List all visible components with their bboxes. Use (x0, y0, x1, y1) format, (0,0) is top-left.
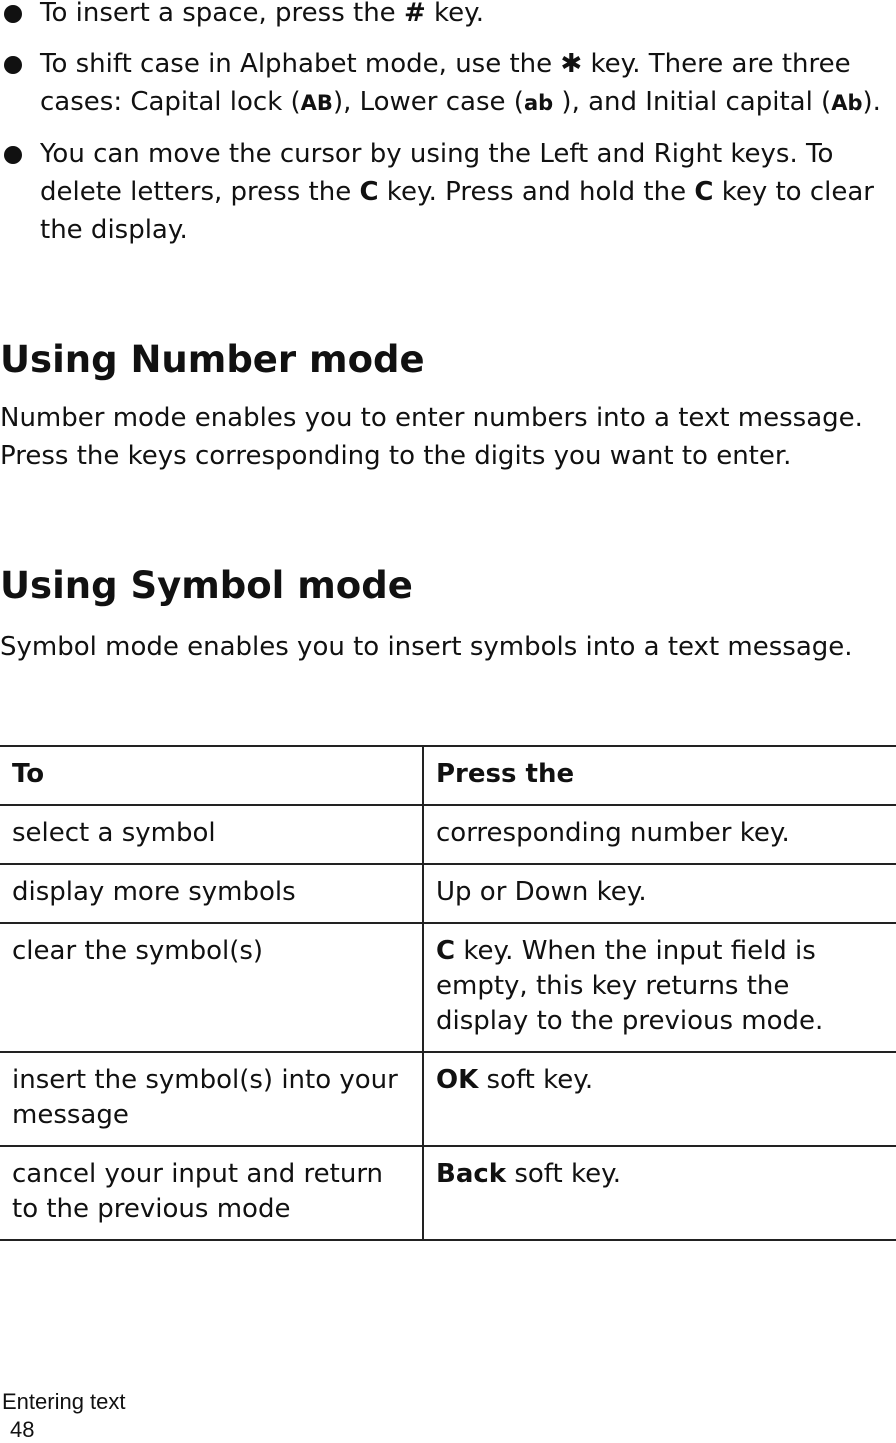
c-key-label: C (694, 177, 714, 207)
key-label: C (436, 936, 456, 966)
initial-capital-icon: Ab (831, 91, 863, 115)
key-description: soft key. (478, 1065, 594, 1095)
list-item (0, 45, 896, 122)
symbol-mode-text: Symbol mode enables you to insert symbols into a text message. (0, 632, 853, 662)
bullet-text: key to clear the display. (40, 177, 874, 245)
key-label: Back (436, 1159, 507, 1189)
bullet-text: key. There are three cases: Capital lock ( (40, 49, 851, 117)
key-cell (423, 864, 896, 923)
bullet-text: ), Lower case ( (332, 87, 524, 117)
key-description: soft key. (506, 1159, 622, 1189)
action-cell: select a symbol (0, 805, 423, 864)
table-row (0, 805, 896, 864)
bullet-text: key. (425, 0, 485, 28)
bullet-text: You can move the cursor by using the Left and Right keys. To delete letters, press the (40, 139, 834, 207)
bullet-dot-icon (4, 56, 22, 74)
table-row (0, 1052, 896, 1146)
lower-case-icon: ab (523, 91, 554, 115)
table-row (0, 923, 896, 1052)
key-description: Up or Down key. (436, 877, 647, 907)
capital-lock-icon: AB (300, 91, 333, 115)
column-header-to: To (0, 746, 423, 805)
bullet-text: ). (862, 87, 881, 117)
list-item (0, 135, 896, 249)
bullet-dot-icon (4, 146, 22, 164)
table-row (0, 864, 896, 923)
list-item (0, 0, 896, 32)
key-cell (423, 1146, 896, 1240)
action-cell: display more symbols (0, 864, 423, 923)
table-header-row (0, 746, 896, 805)
tips-list (0, 0, 896, 262)
symbol-key-table (0, 745, 896, 1241)
key-label: OK (436, 1065, 479, 1095)
bullet-text: ), and Initial capital ( (553, 87, 832, 117)
action-cell: cancel your input and return to the previous mode (0, 1146, 423, 1240)
page-number: 48 (10, 1417, 35, 1442)
star-key-icon: ✱ (560, 49, 583, 79)
key-description: corresponding number key. (436, 818, 790, 848)
bullet-dot-icon (4, 5, 22, 23)
number-mode-text: Number mode enables you to enter numbers into a text message. Press the keys corresponding to the digits you want to enter. (0, 403, 863, 471)
hash-key-icon: # (403, 0, 426, 28)
column-header-press: Press the (423, 746, 896, 805)
symbol-mode-heading: Using Symbol mode (0, 564, 413, 607)
c-key-label: C (359, 177, 379, 207)
key-cell (423, 1052, 896, 1146)
action-cell: insert the symbol(s) into your message (0, 1052, 423, 1146)
key-cell (423, 923, 896, 1052)
table-row (0, 1146, 896, 1240)
bullet-text: To shift case in Alphabet mode, use the (40, 49, 561, 79)
key-cell (423, 805, 896, 864)
footer-section-title: Entering text (2, 1389, 126, 1414)
key-description: key. When the input field is empty, this key returns the display to the previous mode. (436, 936, 824, 1036)
bullet-text: key. Press and hold the (378, 177, 695, 207)
bullet-text: To insert a space, press the (40, 0, 404, 28)
action-cell: clear the symbol(s) (0, 923, 423, 1052)
number-mode-heading: Using Number mode (0, 338, 425, 381)
